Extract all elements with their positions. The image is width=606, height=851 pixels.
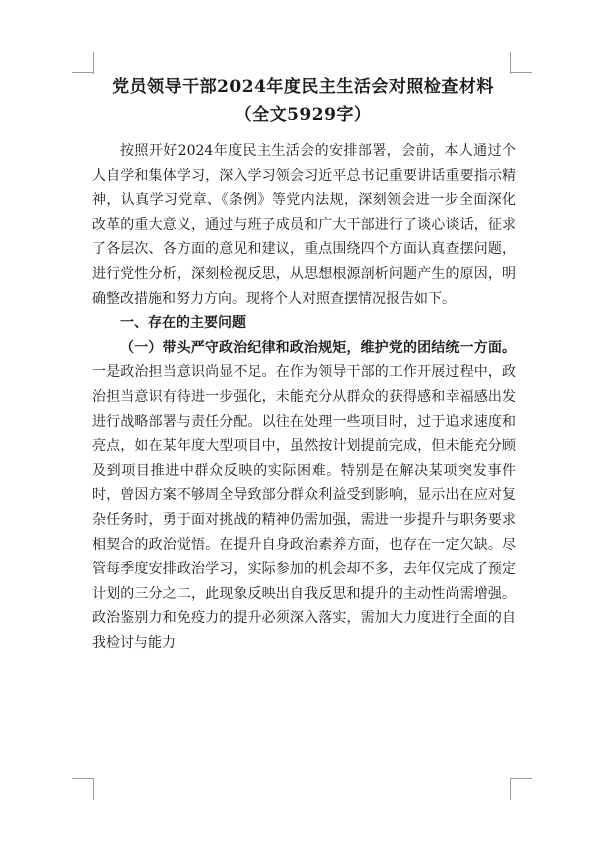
document-subtitle: （全文5929字） xyxy=(234,105,372,125)
document-title: 党员领导干部2024年度民主生活会对照检查材料 xyxy=(112,77,494,97)
intro-paragraph: 按照开好2024年度民主生活会的安排部署，会前，本人通过个人自学和集体学习，深入学习领会习近平总书记重要讲话重要指示精神，认真学习党章、《条例》等党内法规，深刻领会进一步全面深化改革的重大意义，通过与班子成员和广大干部进行了谈心谈话，征求了各层次、各方面的意见和建议，重点围绕四个方面认真查摆问题，进行党性分析，深刻检视反思，从思想根源剖析问题产生的原因，明确整改措施和努力方向。现将个人对照查摆情况报告如下。 xyxy=(92,143,516,307)
subsection-paragraph-1 xyxy=(92,336,516,656)
subsection-body-1: 一是政治担当意识尚显不足。在作为领导干部的工作开展过程中，政治担当意识有待进一步强化，未能充分从群众的获得感和幸福感出发进行战略部署与责任分配。以往在处理一些项目时，过于追求速度和亮点，如在某年度大型项目中，虽然按计划提前完成，但未能充分顾及到项目推进中群众反映的实际困难。特别是在解决某项突发事件时，曾因方案不够周全导致部分群众利益受到影响，显示出在应对复杂任务时，勇于面对挑战的精神仍需加强，需进一步提升与职务要求相契合的政治觉悟。在提升自身政治素养方面，也存在一定欠缺。尽管每季度安排政治学习，实际参加的机会却不多，去年仅完成了预定计划的三分之二，此现象反映出自我反思和提升的主动性尚需增强。政治鉴别力和免疫力的提升必须深入落实，需加大力度进行全面的自我检讨与能力 xyxy=(92,364,516,651)
subsection-heading-1: （一）带头严守政治纪律和政治规矩，维护党的团结统一方面。 xyxy=(120,339,516,356)
section-heading-1: 一、存在的主要问题 xyxy=(120,315,246,332)
document-body xyxy=(92,139,516,655)
